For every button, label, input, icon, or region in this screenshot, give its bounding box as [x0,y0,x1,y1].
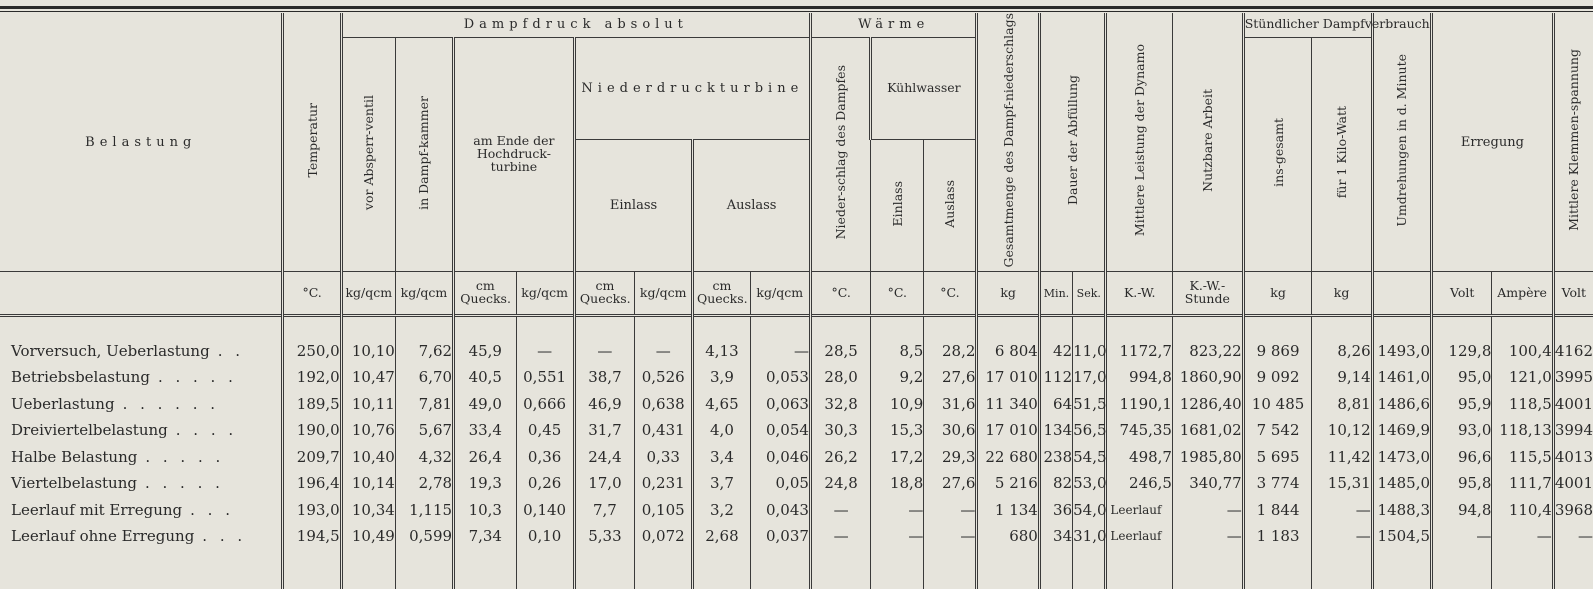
cell-ende-kg: — [516,337,574,364]
cell-prokw: 15,31 [1312,470,1372,497]
table-row [0,470,1593,497]
cell-ende-kg: 0,10 [516,523,574,550]
cell-leistung: Leerlauf [1106,496,1173,523]
cell-min: 64 [1039,390,1072,417]
cell-vor: 10,10 [341,337,395,364]
unit-ein-cm: cm Quecks. [574,272,634,316]
niederdruckturbine-header: Niederdruckturbine [574,37,810,140]
cell-ende-cm: 7,34 [454,523,516,550]
cell-aus-kg: 0,053 [750,364,810,391]
cell-temp: 189,5 [283,390,341,417]
unit-aus-cm: cm Quecks. [693,272,750,316]
cell-kammer: 2,78 [395,470,453,497]
cell-ein-cm: 17,0 [574,470,634,497]
cell-prokw: — [1312,496,1372,523]
cell-kw-aus: 30,6 [924,417,977,444]
cell-volt: 95,8 [1432,470,1492,497]
cell-leistung: 498,7 [1106,443,1173,470]
cell-temp: 196,4 [283,470,341,497]
cell-arbeit: 1985,80 [1172,443,1243,470]
unit-ende-kg: kg/qcm [516,272,574,316]
cell-nied: — [810,496,870,523]
cell-menge: 1 134 [977,496,1039,523]
cell-ein-cm: 7,7 [574,496,634,523]
row-label: Dreiviertelbelastung . . . . [11,421,238,440]
cell-temp: 250,0 [283,337,341,364]
cell-klemm: — [1553,523,1593,550]
cell-ein-cm: 46,9 [574,390,634,417]
cell-amp: 118,5 [1492,390,1553,417]
cell-ein-cm: 24,4 [574,443,634,470]
cell-volt: 129,8 [1432,337,1492,364]
kw-auslass-header: Auslass [924,140,977,272]
cell-kw-ein: 18,8 [871,470,924,497]
cell-volt: 96,6 [1432,443,1492,470]
cell-umdr: 1493,0 [1372,337,1431,364]
cell-nied: 28,0 [810,364,870,391]
cell-nied: 30,3 [810,417,870,444]
cell-arbeit: 1286,40 [1172,390,1243,417]
cell-volt: 93,0 [1432,417,1492,444]
cell-min: 82 [1039,470,1072,497]
cell-umdr: 1488,3 [1372,496,1431,523]
cell-aus-cm: 4,0 [693,417,750,444]
unit-insg: kg [1243,272,1312,316]
row-label: Leerlauf ohne Erregung . . . [11,527,247,546]
cell-umdr: 1486,6 [1372,390,1431,417]
unit-ampere: Ampère [1492,272,1553,316]
cell-ende-kg: 0,45 [516,417,574,444]
cell-ein-cm: 31,7 [574,417,634,444]
cell-umdr: 1469,9 [1372,417,1431,444]
cell-amp: 110,4 [1492,496,1553,523]
cell-ende-cm: 19,3 [454,470,516,497]
vor-absperrventil-header: vor Absperr-ventil [341,37,395,272]
cell-vor: 10,40 [341,443,395,470]
cell-leistung: 1172,7 [1106,337,1173,364]
cell-kw-aus: 31,6 [924,390,977,417]
cell-arbeit: 823,22 [1172,337,1243,364]
cell-kw-aus: 27,6 [924,364,977,391]
kuehlwasser-header: Kühlwasser [871,37,977,140]
unit-ein-kg: kg/qcm [635,272,693,316]
row-label: Leerlauf mit Erregung . . . [11,500,234,519]
erregung-header: Erregung [1432,13,1554,272]
cell-ende-cm: 45,9 [454,337,516,364]
cell-temp: 193,0 [283,496,341,523]
cell-sek: 51,5 [1073,390,1106,417]
cell-kammer: 0,599 [395,523,453,550]
cell-ein-kg: 0,33 [635,443,693,470]
cell-insg: 3 774 [1243,470,1312,497]
cell-vor: 10,34 [341,496,395,523]
cell-prokw: 8,81 [1312,390,1372,417]
nutzbare-arbeit-header: Nutzbare Arbeit [1172,13,1243,272]
cell-nied: 32,8 [810,390,870,417]
cell-arbeit: — [1172,523,1243,550]
cell-klemm: 3995 [1553,364,1593,391]
cell-menge: 6 804 [977,337,1039,364]
cell-sek: 54,5 [1073,443,1106,470]
cell-kammer: 7,81 [395,390,453,417]
cell-ein-kg: 0,526 [635,364,693,391]
cell-ende-cm: 26,4 [454,443,516,470]
cell-ein-cm: — [574,337,634,364]
cell-insg: 1 183 [1243,523,1312,550]
cell-insg: 7 542 [1243,417,1312,444]
cell-min: 112 [1039,364,1072,391]
cell-kammer: 1,115 [395,496,453,523]
cell-prokw: 11,42 [1312,443,1372,470]
umdrehungen-header: Umdrehungen in d. Minute [1372,13,1431,272]
cell-kw-aus: 29,3 [924,443,977,470]
cell-klemm: 4001 [1553,390,1593,417]
nd-einlass-header: Einlass [574,140,693,272]
cell-leistung: 1190,1 [1106,390,1173,417]
dampfdruck-header: Dampfdruck absolut [341,13,810,37]
cell-temp: 192,0 [283,364,341,391]
row-label: Viertelbelastung . . . . . [11,474,224,493]
cell-ende-kg: 0,140 [516,496,574,523]
cell-ende-kg: 0,26 [516,470,574,497]
cell-kw-ein: 9,2 [871,364,924,391]
cell-ende-cm: 49,0 [454,390,516,417]
cell-insg: 1 844 [1243,496,1312,523]
cell-ende-kg: 0,551 [516,364,574,391]
table-row [0,523,1593,550]
cell-vor: 10,76 [341,417,395,444]
table-row [0,417,1593,444]
unit-umdr [1372,272,1431,316]
units-blank [0,272,283,316]
cell-nied: 28,5 [810,337,870,364]
cell-temp: 209,7 [283,443,341,470]
unit-nied: °C. [810,272,870,316]
cell-aus-kg: 0,063 [750,390,810,417]
table-row [0,364,1593,391]
unit-ende-cm: cm Quecks. [454,272,516,316]
gesamtmenge-header: Gesamtmenge des Dampf-niederschlags [977,13,1039,272]
cell-ende-kg: 0,666 [516,390,574,417]
cell-arbeit: 1860,90 [1172,364,1243,391]
fuer-kilowatt-header: für 1 Kilo-Watt [1312,37,1372,272]
unit-kw-ein: °C. [871,272,924,316]
table-row [0,390,1593,417]
cell-kw-ein: 8,5 [871,337,924,364]
cell-kw-ein: 10,9 [871,390,924,417]
cell-kw-aus: — [924,523,977,550]
temperatur-header: Temperatur [283,13,341,272]
cell-prokw: 9,14 [1312,364,1372,391]
table-row [0,443,1593,470]
cell-menge: 11 340 [977,390,1039,417]
top-rule [0,6,1593,9]
unit-kw-aus: °C. [924,272,977,316]
cell-prokw: — [1312,523,1372,550]
table-row [0,496,1593,523]
cell-kw-aus: — [924,496,977,523]
steam-turbine-test-table [0,13,1593,589]
row-label: Halbe Belastung . . . . . [11,447,225,466]
cell-klemm: 4001 [1553,470,1593,497]
cell-ende-cm: 40,5 [454,364,516,391]
cell-arbeit: 1681,02 [1172,417,1243,444]
unit-klemm: Volt [1553,272,1593,316]
unit-vor: kg/qcm [341,272,395,316]
cell-kw-ein: 15,3 [871,417,924,444]
cell-amp: 118,13 [1492,417,1553,444]
cell-aus-cm: 2,68 [693,523,750,550]
unit-menge: kg [977,272,1039,316]
cell-menge: 5 216 [977,470,1039,497]
cell-umdr: 1473,0 [1372,443,1431,470]
cell-amp: 111,7 [1492,470,1553,497]
belastung-header: Belastung [85,134,197,150]
cell-prokw: 8,26 [1312,337,1372,364]
cell-min: 134 [1039,417,1072,444]
dauer-header: Dauer der Abfüllung [1039,13,1106,272]
cell-umdr: 1461,0 [1372,364,1431,391]
unit-kw: K.-W. [1106,272,1173,316]
niederschlag-header: Nieder-schlag des Dampfes [810,37,870,272]
cell-leistung: 246,5 [1106,470,1173,497]
cell-ein-cm: 5,33 [574,523,634,550]
cell-aus-cm: 3,7 [693,470,750,497]
cell-kw-aus: 27,6 [924,470,977,497]
cell-insg: 9 869 [1243,337,1312,364]
cell-aus-cm: 4,13 [693,337,750,364]
cell-kammer: 4,32 [395,443,453,470]
cell-aus-kg: — [750,337,810,364]
cell-volt: 94,8 [1432,496,1492,523]
unit-aus-kg: kg/qcm [750,272,810,316]
cell-kammer: 5,67 [395,417,453,444]
cell-volt: 95,9 [1432,390,1492,417]
cell-amp: 121,0 [1492,364,1553,391]
stuendlicher-header: Stündlicher Dampfverbrauch [1243,13,1372,37]
cell-volt: 95,0 [1432,364,1492,391]
cell-kw-ein: 17,2 [871,443,924,470]
row-label: Vorversuch, Ueberlastung . . [11,341,245,360]
cell-menge: 17 010 [977,417,1039,444]
cell-vor: 10,47 [341,364,395,391]
cell-ein-kg: 0,638 [635,390,693,417]
cell-min: 34 [1039,523,1072,550]
row-label: Ueberlastung . . . . . . [11,394,220,413]
cell-ende-cm: 10,3 [454,496,516,523]
cell-amp: 115,5 [1492,443,1553,470]
cell-nied: 26,2 [810,443,870,470]
cell-leistung: 994,8 [1106,364,1173,391]
cell-aus-kg: 0,046 [750,443,810,470]
cell-volt: — [1432,523,1492,550]
cell-kw-aus: 28,2 [924,337,977,364]
unit-sek: Sek. [1073,272,1106,316]
cell-vor: 10,14 [341,470,395,497]
cell-kw-ein: — [871,496,924,523]
cell-kammer: 6,70 [395,364,453,391]
cell-sek: 54,0 [1073,496,1106,523]
cell-kammer: 7,62 [395,337,453,364]
unit-min: Min. [1039,272,1072,316]
cell-klemm: 4013 [1553,443,1593,470]
cell-aus-kg: 0,043 [750,496,810,523]
mittlere-leistung-header: Mittlere Leistung der Dynamo [1106,13,1173,272]
cell-prokw: 10,12 [1312,417,1372,444]
waerme-header: Wärme [810,13,976,37]
unit-temp: °C. [283,272,341,316]
cell-aus-cm: 3,2 [693,496,750,523]
cell-vor: 10,11 [341,390,395,417]
cell-sek: 31,0 [1073,523,1106,550]
cell-aus-cm: 3,4 [693,443,750,470]
cell-min: 238 [1039,443,1072,470]
cell-aus-kg: 0,05 [750,470,810,497]
cell-amp: 100,4 [1492,337,1553,364]
cell-menge: 17 010 [977,364,1039,391]
unit-kwh: K.-W.-Stunde [1172,272,1243,316]
cell-vor: 10,49 [341,523,395,550]
cell-sek: 11,0 [1073,337,1106,364]
cell-insg: 10 485 [1243,390,1312,417]
cell-klemm: 3994 [1553,417,1593,444]
cell-umdr: 1504,5 [1372,523,1431,550]
cell-aus-kg: 0,037 [750,523,810,550]
cell-umdr: 1485,0 [1372,470,1431,497]
cell-klemm: 3968 [1553,496,1593,523]
cell-leistung: Leerlauf [1106,523,1173,550]
cell-ende-cm: 33,4 [454,417,516,444]
cell-ein-kg: 0,105 [635,496,693,523]
am-ende-hochdruck-header: am Ende der Hochdruck-turbine [454,37,575,272]
cell-temp: 190,0 [283,417,341,444]
unit-prokw: kg [1312,272,1372,316]
cell-amp: — [1492,523,1553,550]
unit-kammer: kg/qcm [395,272,453,316]
cell-ein-kg: 0,431 [635,417,693,444]
cell-ein-kg: — [635,337,693,364]
cell-kw-ein: — [871,523,924,550]
cell-nied: 24,8 [810,470,870,497]
cell-leistung: 745,35 [1106,417,1173,444]
cell-arbeit: 340,77 [1172,470,1243,497]
cell-sek: 56,5 [1073,417,1106,444]
insgesamt-header: ins-gesamt [1243,37,1312,272]
cell-menge: 680 [977,523,1039,550]
cell-temp: 194,5 [283,523,341,550]
table-row [0,337,1593,364]
top-rule-thin [0,11,1593,12]
in-dampfkammer-header: in Dampf-kammer [395,37,453,272]
cell-nied: — [810,523,870,550]
cell-sek: 53,0 [1073,470,1106,497]
cell-aus-cm: 4,65 [693,390,750,417]
cell-ende-kg: 0,36 [516,443,574,470]
nd-auslass-header: Auslass [693,140,811,272]
cell-insg: 5 695 [1243,443,1312,470]
cell-ein-kg: 0,231 [635,470,693,497]
unit-volt: Volt [1432,272,1492,316]
cell-menge: 22 680 [977,443,1039,470]
cell-aus-kg: 0,054 [750,417,810,444]
cell-insg: 9 092 [1243,364,1312,391]
cell-arbeit: — [1172,496,1243,523]
cell-sek: 17,0 [1073,364,1106,391]
cell-min: 36 [1039,496,1072,523]
klemmenspannung-header: Mittlere Klemmen-spannung [1553,13,1593,272]
cell-ein-kg: 0,072 [635,523,693,550]
row-label: Betriebsbelastung . . . . . [11,368,237,387]
cell-min: 42 [1039,337,1072,364]
cell-klemm: 4162 [1553,337,1593,364]
cell-ein-cm: 38,7 [574,364,634,391]
cell-aus-cm: 3,9 [693,364,750,391]
kw-einlass-header: Einlass [871,140,924,272]
